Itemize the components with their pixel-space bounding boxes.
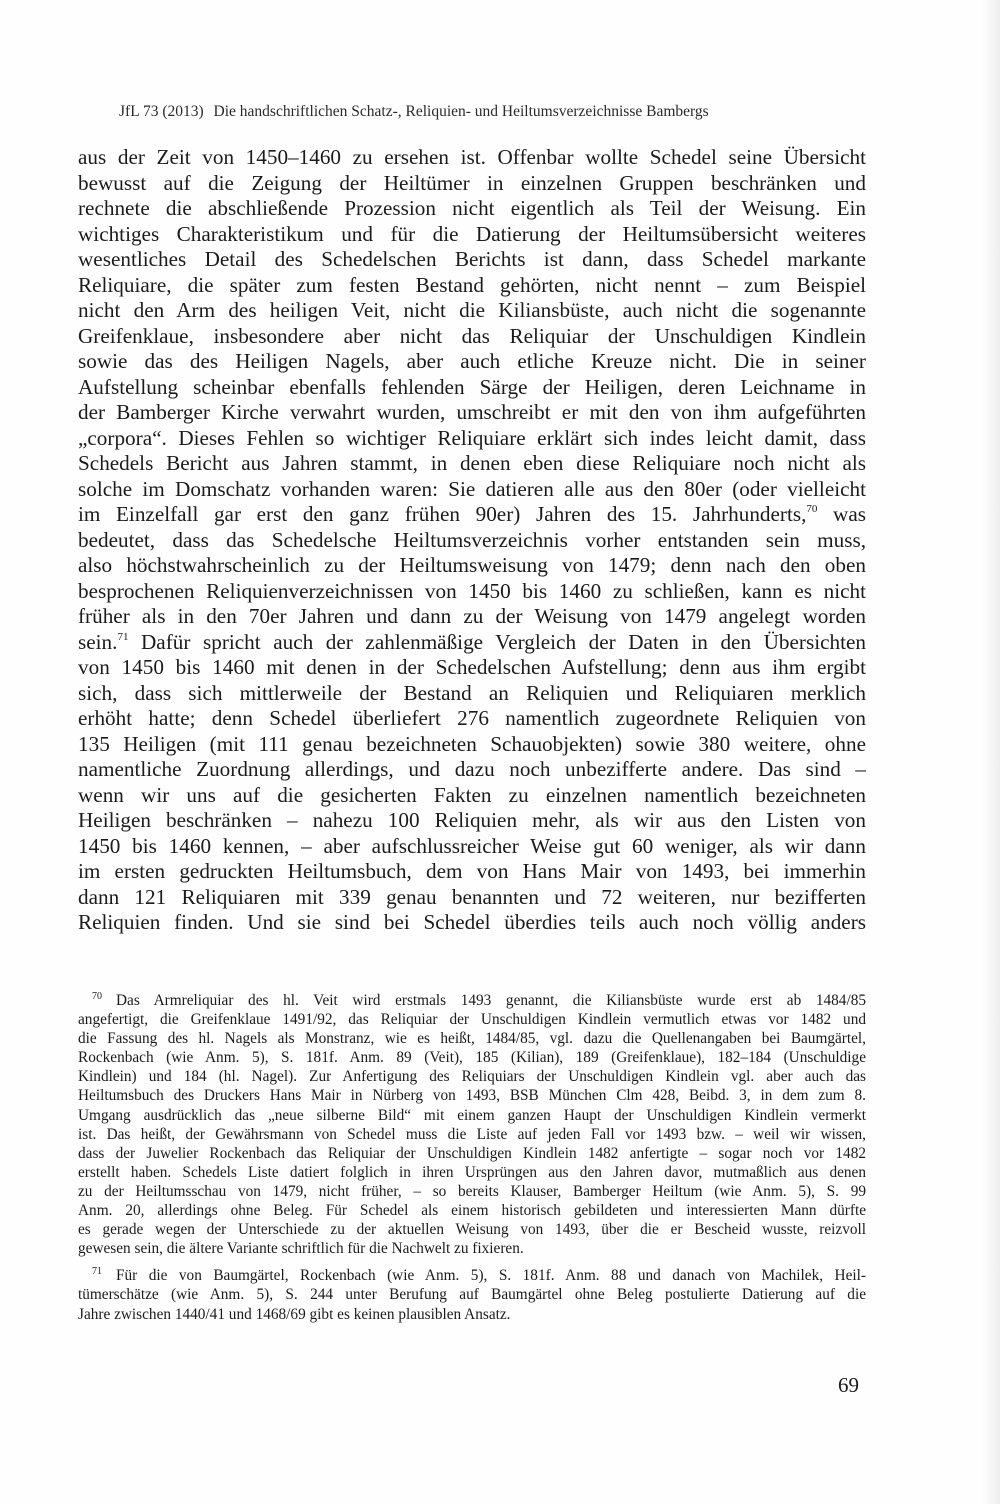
footnote-line: Anm. 20, allerdings ohne Beleg. Für Schedel als einem historisch gebildeten und interessierten Mann dürfte bbox=[78, 1202, 866, 1220]
page-number: 69 bbox=[838, 1373, 859, 1397]
footnote-line: die Fassung des hl. Nagels als Monstranz, wie es heißt, 1484/85, vgl. dazu die Quellenangaben bei Baumgärtel, bbox=[78, 1030, 866, 1048]
text-line: Heiligen beschränken – nahezu 100 Reliquien mehr, als wir aus den Listen von bbox=[78, 808, 866, 832]
text-line: dann 121 Reliquiaren mit 339 genau benannten und 72 weiteren, nur bezifferten bbox=[78, 884, 866, 909]
text-line: der Bamberger Kirche verwahrt wurden, umschreibt er mit den von ihm aufgeführten bbox=[78, 400, 866, 424]
text-line: „corpora“. Dieses Fehlen so wichtiger Reliquiare erklärt sich indes leicht damit, dass bbox=[78, 425, 866, 450]
text-line: im ersten gedruckten Heiltumsbuch, dem von Hans Mair von 1493, bei immerhin bbox=[78, 859, 866, 883]
footnote-line: Kindlein) und 184 (hl. Nagel). Zur Anfertigung des Reliquiars der Unschuldigen Kindlein vgl. aber auch das bbox=[78, 1068, 866, 1086]
footnote-number: 70 bbox=[92, 991, 102, 1002]
text-segment: im Einzelfall gar erst den ganz frühen 90er) Jahren des 15. Jahrhunderts, bbox=[78, 502, 807, 526]
text-line: namentliche Zuordnung allerdings, und dazu noch unbezifferte andere. Das sind – bbox=[78, 757, 866, 781]
page-edge-shadow bbox=[982, 0, 1000, 1504]
running-title: Die handschriftlichen Schatz-, Reliquien- und Heiltumsverzeichnisse Bambergs bbox=[213, 103, 709, 120]
footnote-70 bbox=[78, 991, 866, 1258]
text-line: von 1450 bis 1460 mit denen in der Schedelschen Aufstellung; denn aus ihm ergibt bbox=[78, 655, 866, 679]
text-line: wenn wir uns auf die gesicherten Fakten zu einzelnen namentlich bezeichneten bbox=[78, 782, 866, 807]
footnote-line bbox=[78, 991, 866, 1010]
text-line: sich, dass sich mittlerweile der Bestand an Reliquien und Reliquiaren merklich bbox=[78, 680, 866, 705]
footnote-line: es gerade wegen der Unterschiede zu der aktuellen Weisung von 1493, über die er Bescheid wusste, reizvoll bbox=[78, 1221, 866, 1239]
text-line: 135 Heiligen (mit 111 genau bezeichneten Schauobjekten) sowie 380 weitere, ohne bbox=[78, 731, 866, 756]
text-line bbox=[78, 630, 866, 656]
journal-citation: JfL 73 (2013) bbox=[119, 103, 204, 120]
footnote-line: gewesen sein, die ältere Variante schriftlich für die Nachwelt zu fixieren. bbox=[78, 1240, 524, 1258]
text-line: 1450 bis 1460 kennen, – aber aufschlussreicher Weise gut 60 weniger, als wir dann bbox=[78, 833, 866, 858]
footnote-line: erstellt haben. Schedels Liste datiert folglich in ihren Ursprüngen aus den Jahren davor, mutmaßlich aus denen bbox=[78, 1163, 866, 1181]
text-line: also höchstwahrscheinlich zu der Heiltumsweisung von 1479; denn nach den oben bbox=[78, 553, 866, 577]
text-line: Reliquiare, die später zum festen Bestand gehörten, nicht nennt – zum Beispiel bbox=[78, 272, 866, 297]
text-line: sowie das des Heiligen Nagels, aber auch etliche Kreuze nicht. Die in seiner bbox=[78, 349, 866, 373]
footnote-line: Rockenbach (wie Anm. 5), S. 181f. Anm. 89 (Veit), 185 (Kilian), 189 (Greifenklaue), 182–184 (Unschuldige bbox=[78, 1049, 866, 1067]
text-line: erhöht hatte; denn Schedel überliefert 276 namentlich zugeordnete Reliquien von bbox=[78, 706, 866, 730]
main-text bbox=[78, 145, 866, 936]
footnote-line: ist. Das heißt, der Gewährsmann von Schedel muss die Liste auf jeden Fall vor 1493 bzw. – weil wir wissen, bbox=[78, 1125, 866, 1143]
running-head bbox=[119, 102, 859, 122]
footnote-line bbox=[78, 1266, 866, 1285]
text-line: wesentliches Detail des Schedelschen Berichts ist dann, dass Schedel markante bbox=[78, 247, 866, 271]
footnote-71 bbox=[78, 1266, 866, 1323]
text-line: nicht den Arm des heiligen Veit, nicht die Kiliansbüste, auch nicht die sogenannte bbox=[78, 298, 866, 322]
footnote-line: dass der Juwelier Rockenbach das Reliquiar der Unschuldigen Kindlein 1482 anfertigte – sogar noch vor 1482 bbox=[78, 1144, 866, 1162]
text-line: bedeutet, dass das Schedelsche Heiltumsverzeichnis vorher entstanden sein muss, bbox=[78, 527, 866, 552]
footnote-line: Umgang ausdrücklich das „neue silberne Bild“ mit einem ganzen Haupt der Unschuldigen Kindlein vermerkt bbox=[78, 1106, 866, 1124]
footnote-line: zu der Heiltumsschau von 1479, nicht früher, – so bereits Klauser, Bamberger Heiltum (wie Anm. 5), S. 99 bbox=[78, 1182, 866, 1200]
footnote-text: Das Armreliquiar des hl. Veit wird erstmals 1493 genannt, die Kiliansbüste wurde erst ab 1484/85 bbox=[116, 992, 866, 1009]
text-line: rechnete die abschließende Prozession nicht eigentlich als Teil der Weisung. Ein bbox=[78, 196, 866, 220]
footnote-line: Heiltumsbuch des Druckers Hans Mair in Nürberg von 1493, BSB München Clm 428, Beibd. 3, in dem zum 8. bbox=[78, 1087, 866, 1105]
text-line: bewusst auf die Zeigung der Heiltümer in einzelnen Gruppen beschränken und bbox=[78, 170, 866, 195]
text-line: besprochenen Reliquienverzeichnissen von 1450 bis 1460 zu schließen, kann es nicht bbox=[78, 578, 866, 603]
text-line: Greifenklaue, insbesondere aber nicht das Reliquiar der Unschuldigen Kindlein bbox=[78, 323, 866, 348]
text-line: Aufstellung scheinbar ebenfalls fehlenden Särge der Heiligen, deren Leichname in bbox=[78, 374, 866, 399]
footnote-line: angefertigt, die Greifenklaue 1491/92, das Reliquiar der Unschuldigen Kindlein vermutlich etwas vor 1482 und bbox=[78, 1011, 866, 1029]
footnote-text: Für die von Baumgärtel, Rockenbach (wie Anm. 5), S. 181f. Anm. 88 und danach von Machilek, Heil- bbox=[116, 1267, 866, 1285]
footnote-number: 71 bbox=[92, 1266, 102, 1278]
text-line: Schedels Bericht aus Jahren stammt, in denen eben diese Reliquiare noch nicht als bbox=[78, 451, 866, 475]
text-segment: sein. bbox=[78, 629, 118, 654]
footnote-line: tümerschätze (wie Anm. 5), S. 244 unter Berufung auf Baumgärtel ohne Beleg postulierte Datierung auf die bbox=[78, 1286, 866, 1304]
footnotes bbox=[78, 991, 866, 1324]
text-line: aus der Zeit von 1450–1460 zu ersehen ist. Offenbar wollte Schedel seine Übersicht bbox=[78, 145, 866, 169]
text-line: solche im Domschatz vorhanden waren: Sie datieren alle aus den 80er (oder vielleicht bbox=[78, 476, 866, 501]
text-line: Reliquien finden. Und sie sind bei Schedel überdies teils auch noch völlig anders bbox=[78, 910, 866, 934]
text-segment: was bbox=[817, 502, 866, 526]
footnote-ref-71[interactable]: 71 bbox=[117, 630, 129, 643]
footnote-ref-70[interactable]: 70 bbox=[806, 503, 818, 515]
text-line bbox=[78, 502, 866, 528]
text-line: früher als in den 70er Jahren und dann zu der Weisung von 1479 angelegt worden bbox=[78, 604, 866, 628]
text-line: wichtiges Charakteristikum und für die Datierung der Heiltumsübersicht weiteres bbox=[78, 221, 866, 246]
footnote-line: Jahre zwischen 1440/41 und 1468/69 gibt es keinen plausiblen Ansatz. bbox=[78, 1305, 511, 1323]
text-segment: Dafür spricht auch der zahlenmäßige Vergleich der Daten in den Übersichten bbox=[128, 629, 866, 654]
